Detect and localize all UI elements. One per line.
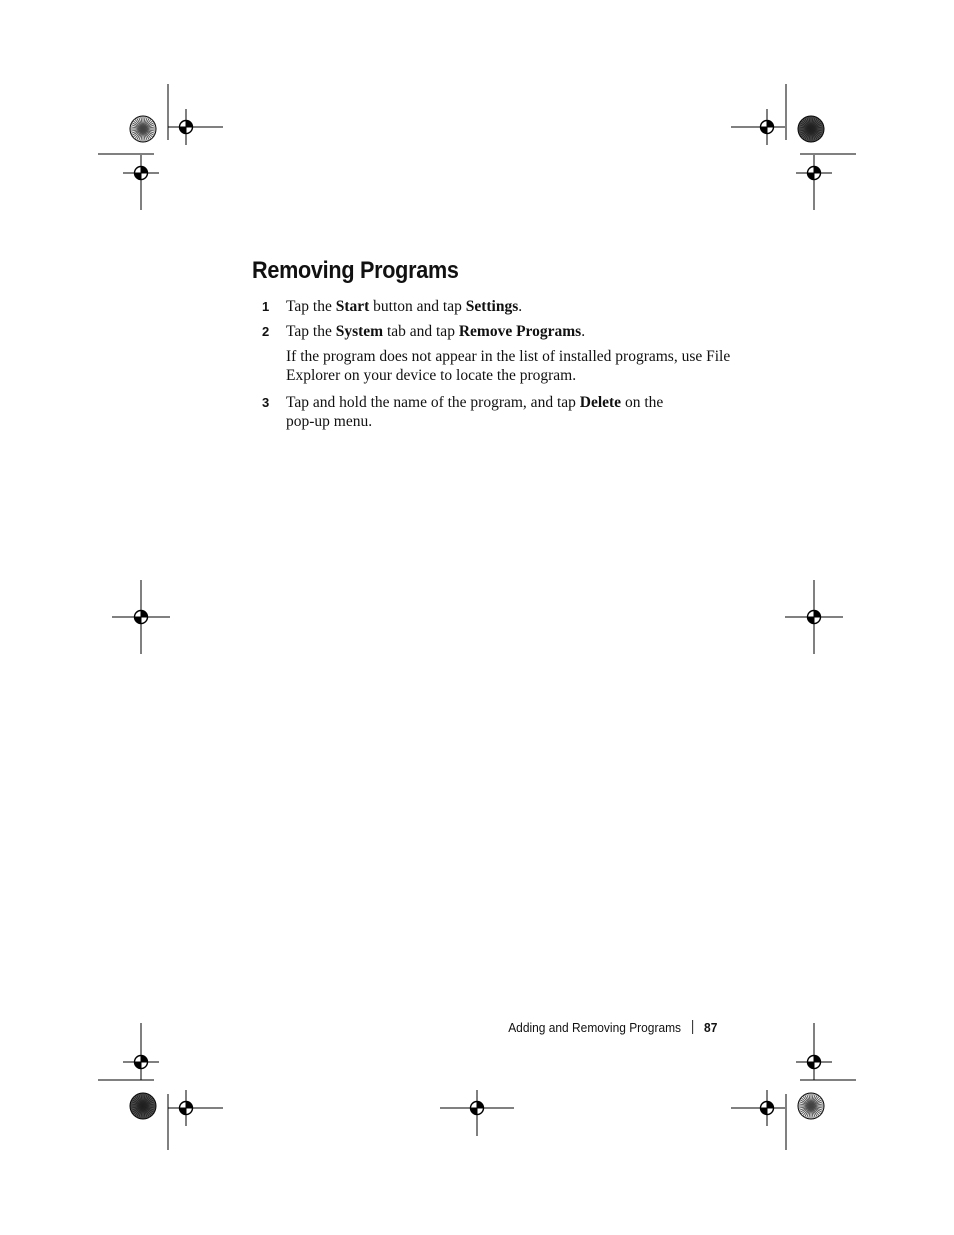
text-run: Tap and hold the name of the program, and tap xyxy=(286,394,580,411)
starburst-target-icon xyxy=(798,1093,824,1119)
text-run: Tap the xyxy=(286,323,336,340)
text-run: tab and tap xyxy=(383,323,459,340)
page-number: 87 xyxy=(703,1020,717,1035)
registration-target-icon xyxy=(749,1090,785,1126)
step-2-note xyxy=(286,347,736,385)
text-run: Tap the xyxy=(286,298,336,315)
text-run: on the xyxy=(621,394,664,411)
note-line: Explorer on your device to locate the program. xyxy=(286,367,577,384)
note-line: If the program does not appear in the list of installed programs, use File xyxy=(286,348,731,365)
registration-target-icon xyxy=(471,1102,484,1115)
step-number: 1 xyxy=(262,299,270,314)
ui-term-settings: Settings xyxy=(465,298,519,315)
footer-separator xyxy=(692,1020,693,1034)
registration-target-icon xyxy=(123,155,159,191)
registration-target-icon xyxy=(168,109,204,145)
starburst-target-icon xyxy=(798,116,824,142)
text-run: pop-up menu. xyxy=(286,413,373,430)
text-run: . xyxy=(518,298,523,315)
ui-term-system: System xyxy=(335,323,384,340)
step-text xyxy=(286,297,756,316)
registration-target-icon xyxy=(796,155,832,191)
ui-term-delete: Delete xyxy=(579,394,622,411)
registration-target-icon xyxy=(749,109,785,145)
step-text xyxy=(286,393,756,431)
registration-target-icon xyxy=(123,1044,159,1080)
text-run: . xyxy=(581,323,586,340)
registration-target-icon xyxy=(796,1044,832,1080)
step-text xyxy=(286,322,756,341)
starburst-target-icon xyxy=(130,116,156,142)
step-number: 2 xyxy=(262,324,270,339)
starburst-target-icon xyxy=(130,1093,156,1119)
registration-target-icon xyxy=(168,1090,204,1126)
ui-term-remove-programs: Remove Programs xyxy=(458,323,582,340)
footer-chapter-title: Adding and Removing Programs xyxy=(507,1020,681,1035)
ui-term-start: Start xyxy=(335,298,370,315)
registration-target-icon xyxy=(135,611,148,624)
section-heading: Removing Programs xyxy=(252,257,459,284)
page-footer xyxy=(508,1020,717,1035)
registration-target-icon xyxy=(808,611,821,624)
step-number: 3 xyxy=(262,395,270,410)
text-run: button and tap xyxy=(369,298,466,315)
